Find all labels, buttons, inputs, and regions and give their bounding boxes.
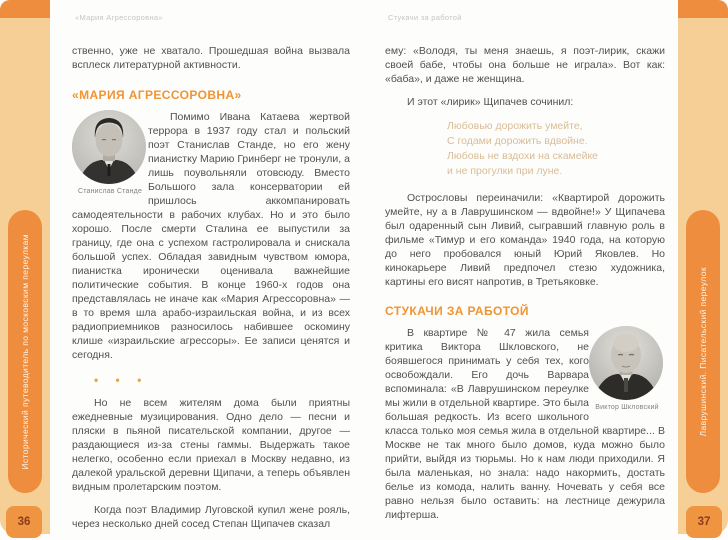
left-sidebar-top-band [0, 0, 50, 18]
chapter-title-pill [686, 210, 720, 493]
paragraph-with-photo-stande [72, 110, 350, 362]
left-paragraph-1: Помимо Ивана Катаева жертвой террора в 1937 году стал и польский поэт Станислав Станде, но его жену пианистку Марию Гринберг не тронули, а лишь поувольняли отовсюду. Вместо Большого зала консерватории ей пришлось аккомпанировать самодеятельности в рабочих клубах. Но и это было хорошо. После смерти Сталина ее выпустили за границу, где она с успехом гастролировала и снискала большой успех. Обладая завидным чувством юмора, пианистка иронически оценивала важнейшие политические события. В конце 1960-х годов она представлялась не иначе как «Мария Агрессоровна» — в то время шла арабо-израильская война, и из всех радиоприемников разносилось набившее оскомину клише «израильские агрессоры». Ее записи ценятся и сегодня. [72, 111, 350, 361]
running-head-right: Стукачи за работой [388, 13, 462, 22]
paragraph-with-photo-shklovsky [385, 326, 665, 522]
section-heading-maria: «МАРИЯ АГРЕССОРОВНА» [72, 88, 242, 102]
left-page [72, 13, 350, 531]
page-number-left-value: 36 [17, 516, 31, 528]
photo-stanislav-stande [72, 110, 148, 195]
page-number-right [686, 506, 722, 538]
page-number-right-value: 37 [697, 516, 711, 528]
chapter-title-label: Лаврушинский. Писательский переулок [698, 266, 708, 437]
running-head-left: «Мария Агрессоровна» [75, 13, 163, 22]
right-sidebar-top-band [678, 0, 728, 18]
series-title-pill [8, 210, 42, 493]
right-paragraph-4: В квартире № 47 жила семья критика Виктора Шкловского, не боявшегося принимать у себя тех, кого освобождали. Его дочь Варвара вспоминала: «В Лаврушинском переулке мы жили в отдельной квартире. Это была большая редкость. Из всего школьного класса только моя семья жила в отдельной квартире... В Москве не так много было домов, куда можно было прийти, выйдя из тюрьмы. Но к нам люди приходили. Я была маленькая, но знала: надо накормить, достать белье из комода, налить ванну. Ночевать у себя все равно нельзя было оставить: на лестнице дежурила лифтерша. [385, 327, 665, 521]
left-paragraph-2: Но не всем жителям дома были приятны ежедневные музицирования. Одно дело — песни и пляски в пьяной писательской компании, другое — раздающиеся из-за стены гаммы. Выдержать такое нелегко, особенно если приехал в Москву недавно, из далекой уральской деревни Щипачи, а теперь объявлен видным пролетарским поэтом. [72, 397, 350, 493]
right-page [385, 13, 665, 522]
series-title-label: Исторический путеводитель по московским переулкам [20, 233, 30, 470]
left-intro-paragraph: ственно, уже не хватало. Прошедшая война вызвала всплеск литературной активности. [72, 45, 350, 71]
photo-caption-shklovsky: Виктор Шкловский [595, 404, 659, 411]
portrait-photo-icon [589, 326, 663, 400]
section-separator-dots: • • • [94, 373, 149, 387]
photo-caption-stande: Станислав Станде [77, 188, 143, 195]
page-number-left [6, 506, 42, 538]
right-paragraph-3: Острословы переиначили: «Квартирой дорожить умейте, ну а в Лаврушинском — вдвойне!» У Щипачева был одаренный сын Ливий, сыгравший главную роль в фильме «Тимур и его команда» 1940 года, на которую до него пробовался юный Юрий Яковлев. Но кинокарьере Ливий предпочел стезю художника, картины его висят напротив, в Третьяковке. [385, 192, 665, 288]
verse-line-1: Любовью дорожить умейте, [447, 120, 583, 132]
section-heading-stukachi: СТУКАЧИ ЗА РАБОТОЙ [385, 304, 529, 318]
right-paragraph-2: И этот «лирик» Щипачев сочинил: [407, 96, 574, 108]
verse-line-4: и не прогулки при луне. [447, 165, 563, 177]
photo-viktor-shklovsky [589, 326, 665, 411]
verse-line-3: Любовь не вздохи на скамейке [447, 150, 599, 162]
verse-line-2: С годами дорожить вдвойне. [447, 135, 588, 147]
portrait-photo-icon [72, 110, 146, 184]
left-paragraph-3: Когда поэт Владимир Луговской купил жене рояль, через несколько дней сосед Степан Щипачев сказал [72, 504, 350, 530]
right-paragraph-1: ему: «Володя, ты меня знаешь, я поэт-лирик, скажи своей бабе, чтобы она больше не играла». Вот как: «баба», и даже не женщина. [385, 45, 665, 85]
shchipachev-verse [447, 119, 665, 179]
